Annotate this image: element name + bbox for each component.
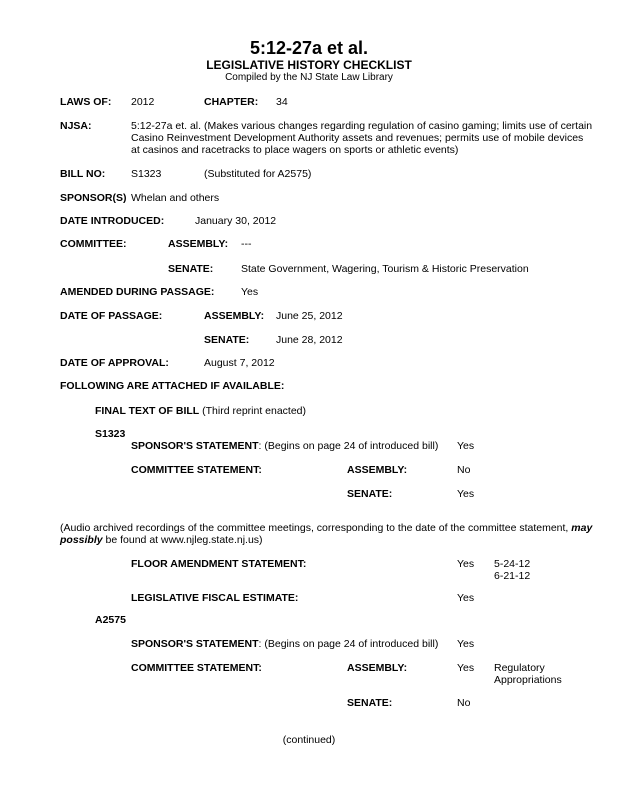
date-of-approval-value: August 7, 2012 (204, 357, 275, 369)
floor-amendment-value: Yes (457, 558, 475, 570)
a2575-sponsor-statement-value: Yes (457, 638, 475, 650)
floor-amendment-label: FLOOR AMENDMENT STATEMENT: (131, 558, 307, 570)
amended-label: AMENDED DURING PASSAGE: (60, 286, 215, 298)
final-text-label: FINAL TEXT OF BILL (95, 405, 200, 417)
bill-no-label: BILL NO: (60, 168, 106, 180)
njsa-value: 5:12-27a et. al. (Makes various changes regarding regulation of casino gaming; limits use of certain Casino Reinvestment Development Authority assets and revenues; permits use of mobile devices at casinos and racetracks to place wagers on sports or athletic events) (131, 120, 593, 156)
a2575-committee-senate-value: No (457, 697, 471, 709)
s1323-heading: S1323 (95, 428, 126, 440)
a2575-committee-assembly-label: ASSEMBLY: (347, 662, 408, 674)
committee-senate-value: State Government, Wagering, Tourism & Historic Preservation (241, 263, 529, 275)
continued-footer: (continued) (282, 734, 336, 746)
date-of-passage-label: DATE OF PASSAGE: (60, 310, 163, 322)
committee-senate-label: SENATE: (168, 263, 214, 275)
s1323-sponsor-statement-value: Yes (457, 440, 475, 452)
a2575-committee-senate-label: SENATE: (347, 697, 393, 709)
s1323-sponsor-statement (131, 440, 438, 452)
fiscal-estimate-value: Yes (457, 592, 475, 604)
bill-no-value: S1323 (131, 168, 162, 180)
a2575-committee-assembly-note-1: Regulatory (494, 662, 545, 674)
njsa-label: NJSA: (60, 120, 92, 132)
date-introduced-label: DATE INTRODUCED: (60, 215, 165, 227)
passage-assembly-label: ASSEMBLY: (204, 310, 265, 322)
passage-senate-label: SENATE: (204, 334, 250, 346)
s1323-committee-assembly-label: ASSEMBLY: (347, 464, 408, 476)
s1323-committee-senate-value: Yes (457, 488, 475, 500)
s1323-committee-statement-label: COMMITTEE STATEMENT: (131, 464, 262, 476)
a2575-sponsor-statement (131, 638, 438, 650)
sponsors-value: Whelan and others (131, 192, 220, 204)
final-text-note: (Third reprint enacted) (202, 405, 307, 417)
a2575-committee-assembly-note-2: Appropriations (494, 674, 562, 686)
amended-value: Yes (241, 286, 259, 298)
following-attached-heading: FOLLOWING ARE ATTACHED IF AVAILABLE: (60, 380, 285, 392)
a2575-sponsor-statement-label: SPONSOR'S STATEMENT (131, 638, 259, 650)
a2575-heading: A2575 (95, 614, 126, 626)
committee-assembly-value: --- (241, 238, 252, 250)
chapter-value: 34 (276, 96, 288, 108)
sponsors-label: SPONSOR(S) (60, 192, 127, 204)
audio-note-after: be found at www.njleg.state.nj.us) (102, 534, 263, 546)
compiled-by: Compiled by the NJ State Law Library (225, 72, 393, 83)
floor-amendment-date-1: 5-24-12 (494, 558, 531, 570)
date-of-approval-label: DATE OF APPROVAL: (60, 357, 169, 369)
committee-label: COMMITTEE: (60, 238, 127, 250)
bill-no-note: (Substituted for A2575) (204, 168, 312, 180)
floor-amendment-date-2: 6-21-12 (494, 570, 531, 582)
s1323-sponsor-statement-label: SPONSOR'S STATEMENT (131, 440, 259, 452)
laws-of-value: 2012 (131, 96, 155, 108)
a2575-committee-assembly-value: Yes (457, 662, 475, 674)
laws-of-label: LAWS OF: (60, 96, 112, 108)
passage-senate-value: June 28, 2012 (276, 334, 343, 346)
passage-assembly-value: June 25, 2012 (276, 310, 343, 322)
a2575-committee-statement-label: COMMITTEE STATEMENT: (131, 662, 262, 674)
s1323-committee-senate-label: SENATE: (347, 488, 393, 500)
audio-archive-note (60, 522, 605, 546)
audio-note-before: (Audio archived recordings of the committee meetings, corresponding to the date of the committee statement, (60, 522, 572, 534)
committee-assembly-label: ASSEMBLY: (168, 238, 229, 250)
s1323-committee-assembly-value: No (457, 464, 471, 476)
audio-note-emphasis: may possibly (60, 522, 593, 546)
document-title: 5:12-27a et al. (249, 38, 369, 58)
chapter-label: CHAPTER: (204, 96, 259, 108)
date-introduced-value: January 30, 2012 (195, 215, 277, 227)
s1323-sponsor-statement-note: : (Begins on page 24 of introduced bill) (258, 440, 439, 452)
document-subtitle: LEGISLATIVE HISTORY CHECKLIST (206, 58, 412, 72)
a2575-sponsor-statement-note: : (Begins on page 24 of introduced bill) (258, 638, 439, 650)
final-text-line (95, 405, 306, 417)
fiscal-estimate-label: LEGISLATIVE FISCAL ESTIMATE: (131, 592, 299, 604)
